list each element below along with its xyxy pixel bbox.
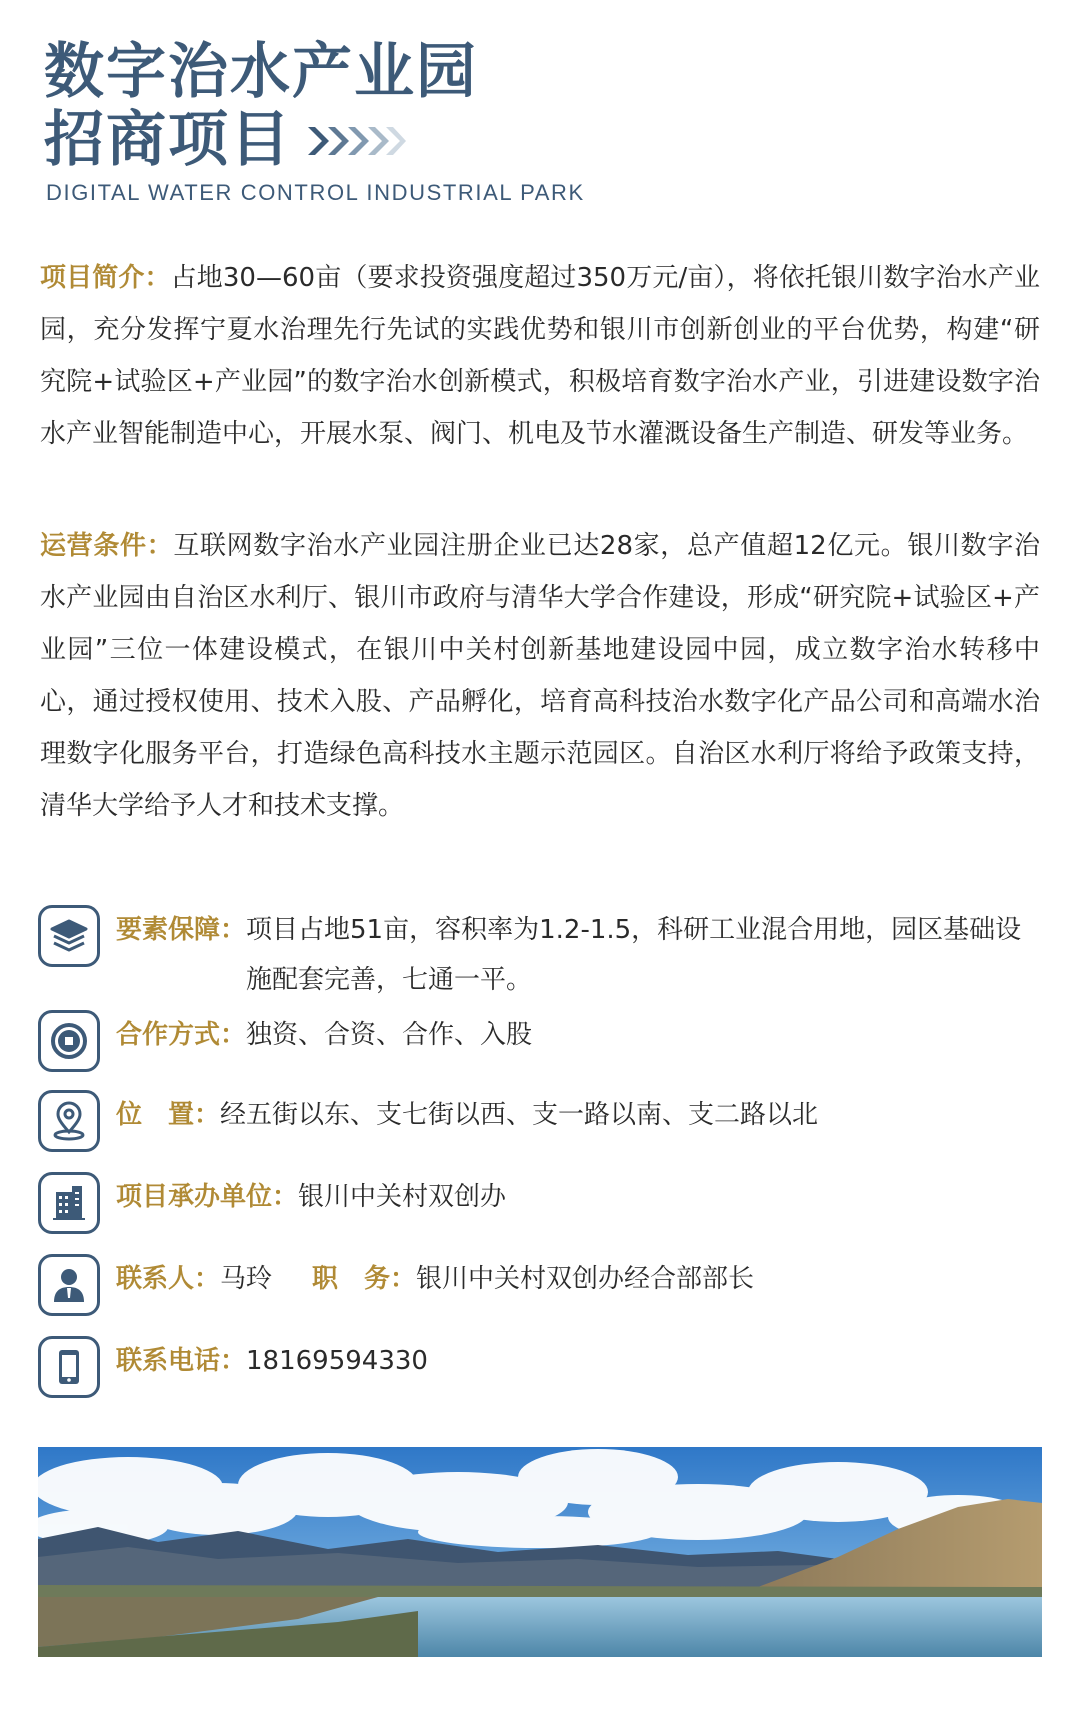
phone-value: 18169594330 xyxy=(246,1346,428,1376)
person-icon xyxy=(38,1254,100,1316)
organizer-value: 银川中关村双创办 xyxy=(298,1182,507,1212)
position-label: 职 务： xyxy=(312,1264,417,1294)
factors-row xyxy=(38,905,1042,1005)
cooperation-text xyxy=(116,1010,1042,1060)
intro-label: 项目简介： xyxy=(40,263,171,293)
organizer-row xyxy=(38,1172,1042,1234)
factors-value: 项目占地51亩，容积率为1.2-1.5，科研工业混合用地，园区基础设施配套完善，七通一平。 xyxy=(246,915,1022,995)
organizer-text xyxy=(116,1172,1042,1222)
layers-icon xyxy=(38,905,100,967)
title-line-2: 招商项目 xyxy=(44,105,292,175)
building-icon xyxy=(38,1172,100,1234)
phone-label: 联系电话： xyxy=(116,1346,247,1376)
location-label: 位 置： xyxy=(116,1100,221,1130)
position-value: 银川中关村双创办经合部部长 xyxy=(416,1264,755,1294)
location-pin-icon xyxy=(38,1090,100,1152)
coin-icon xyxy=(38,1010,100,1072)
factors-label: 要素保障： xyxy=(116,915,247,945)
page-subtitle: DIGITAL WATER CONTROL INDUSTRIAL PARK xyxy=(46,180,585,205)
location-row xyxy=(38,1090,1042,1152)
location-text xyxy=(116,1090,1042,1140)
phone-row xyxy=(38,1336,1042,1398)
phone-icon xyxy=(38,1336,100,1398)
contact-value: 马玲 xyxy=(220,1264,273,1294)
chevrons-icon xyxy=(306,121,406,161)
contact-row xyxy=(38,1254,1042,1316)
page-title xyxy=(44,38,478,174)
landscape-photo xyxy=(38,1447,1042,1657)
contact-label: 联系人： xyxy=(116,1264,221,1294)
title-line-1: 数字治水产业园 xyxy=(44,37,478,107)
operations-label: 运营条件： xyxy=(40,531,174,561)
intro-text: 占地30—60亩（要求投资强度超过350万元/亩），将依托银川数字治水产业园，充分发挥宁夏水治理先行先试的实践优势和银川市创新创业的平台优势，构建“研究院+试验区+产业园”的数字治水创新模式，积极培育数字治水产业，引进建设数字治水产业智能制造中心，开展水泵、阀门、机电及节水灌溉设备生产制造、研发等业务。 xyxy=(40,263,1040,449)
cooperation-label: 合作方式： xyxy=(116,1020,247,1050)
cooperation-value: 独资、合资、合作、入股 xyxy=(246,1020,533,1050)
operating-conditions xyxy=(40,520,1040,832)
factors-text xyxy=(116,905,1042,1005)
contact-text xyxy=(116,1254,1042,1304)
title-line-2-wrap xyxy=(44,106,478,174)
organizer-label: 项目承办单位： xyxy=(116,1182,299,1212)
cooperation-row xyxy=(38,1010,1042,1072)
operations-text: 互联网数字治水产业园注册企业已达28家，总产值超12亿元。银川数字治水产业园由自治区水利厅、银川市政府与清华大学合作建设，形成“研究院+试验区+产业园”三位一体建设模式，在银川中关村创新基地建设园中园，成立数字治水转移中心，通过授权使用、技术入股、产品孵化，培育高科技治水数字化产品公司和高端水治理数字化服务平台，打造绿色高科技水主题示范园区。自治区水利厅将给予政策支持，清华大学给予人才和技术支撑。 xyxy=(40,531,1040,821)
project-intro xyxy=(40,252,1040,460)
phone-text xyxy=(116,1336,1042,1386)
location-value: 经五街以东、支七街以西、支一路以南、支二路以北 xyxy=(220,1100,819,1130)
